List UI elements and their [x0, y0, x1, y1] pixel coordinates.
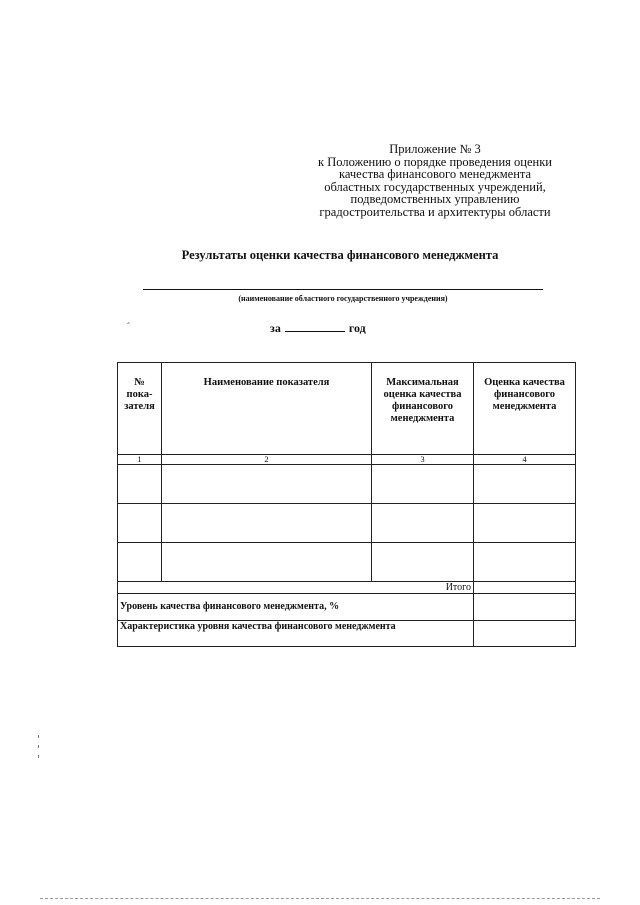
characteristic-row [118, 621, 576, 647]
table-cell [118, 504, 162, 543]
table-cell [372, 543, 474, 582]
table-cell [474, 504, 576, 543]
document-title: Результаты оценки качества финансового менеджмента [181, 248, 499, 262]
quality-level-label: Уровень качества финансового менеджмента, % [118, 594, 474, 621]
table-cell [162, 504, 372, 543]
results-table [117, 362, 576, 647]
header-score: Оценка качества финансового менеджмента [474, 363, 576, 455]
institution-caption: (наименование областного государственного учреждения) [238, 294, 448, 303]
appendix-line: градостроительства и архитектуры области [319, 204, 551, 219]
scan-speck [38, 735, 39, 738]
header-indicator-name: Наименование показателя [162, 363, 372, 455]
appendix-block [290, 143, 580, 219]
appendix-line: Приложение № 3 [389, 142, 481, 156]
appendix-line: подведомственных управлению [350, 192, 520, 207]
scan-speck [38, 745, 39, 748]
total-label: Итого [118, 582, 474, 594]
appendix-line: к Положению о порядке проведения оценки [318, 154, 552, 169]
total-row [118, 582, 576, 594]
institution-name-line [143, 289, 543, 290]
column-number: 1 [118, 455, 162, 465]
period-line [270, 321, 366, 336]
quality-level-row [118, 594, 576, 621]
table-cell [162, 465, 372, 504]
appendix-line: качества финансового менеджмента [338, 167, 532, 182]
table-header-row [118, 363, 576, 455]
table-cell [118, 465, 162, 504]
characteristic-value [474, 621, 576, 647]
header-max-score: Максимальная оценка качества финансового менеджмента [372, 363, 474, 455]
table-cell [474, 465, 576, 504]
table-row [118, 543, 576, 582]
table-row [118, 504, 576, 543]
period-suffix: год [348, 321, 366, 335]
column-number: 2 [162, 455, 372, 465]
column-numbers-row [118, 455, 576, 465]
table-cell [372, 504, 474, 543]
period-blank [285, 331, 345, 332]
scan-edge-marks [40, 898, 600, 902]
table-cell [474, 543, 576, 582]
column-number: 4 [474, 455, 576, 465]
characteristic-label: Характеристика уровня качества финансового менеджмента [118, 621, 474, 647]
quality-level-value [474, 594, 576, 621]
scan-mark: ˆ [127, 321, 130, 331]
column-number: 3 [372, 455, 474, 465]
table-cell [162, 543, 372, 582]
header-number: № пока-зателя [118, 363, 162, 455]
table-cell [372, 465, 474, 504]
table-row [118, 465, 576, 504]
table-cell [118, 543, 162, 582]
scan-speck [38, 755, 39, 758]
period-prefix: за [270, 321, 281, 335]
total-value [474, 582, 576, 594]
appendix-line: областных государственных учреждений, [324, 179, 546, 194]
